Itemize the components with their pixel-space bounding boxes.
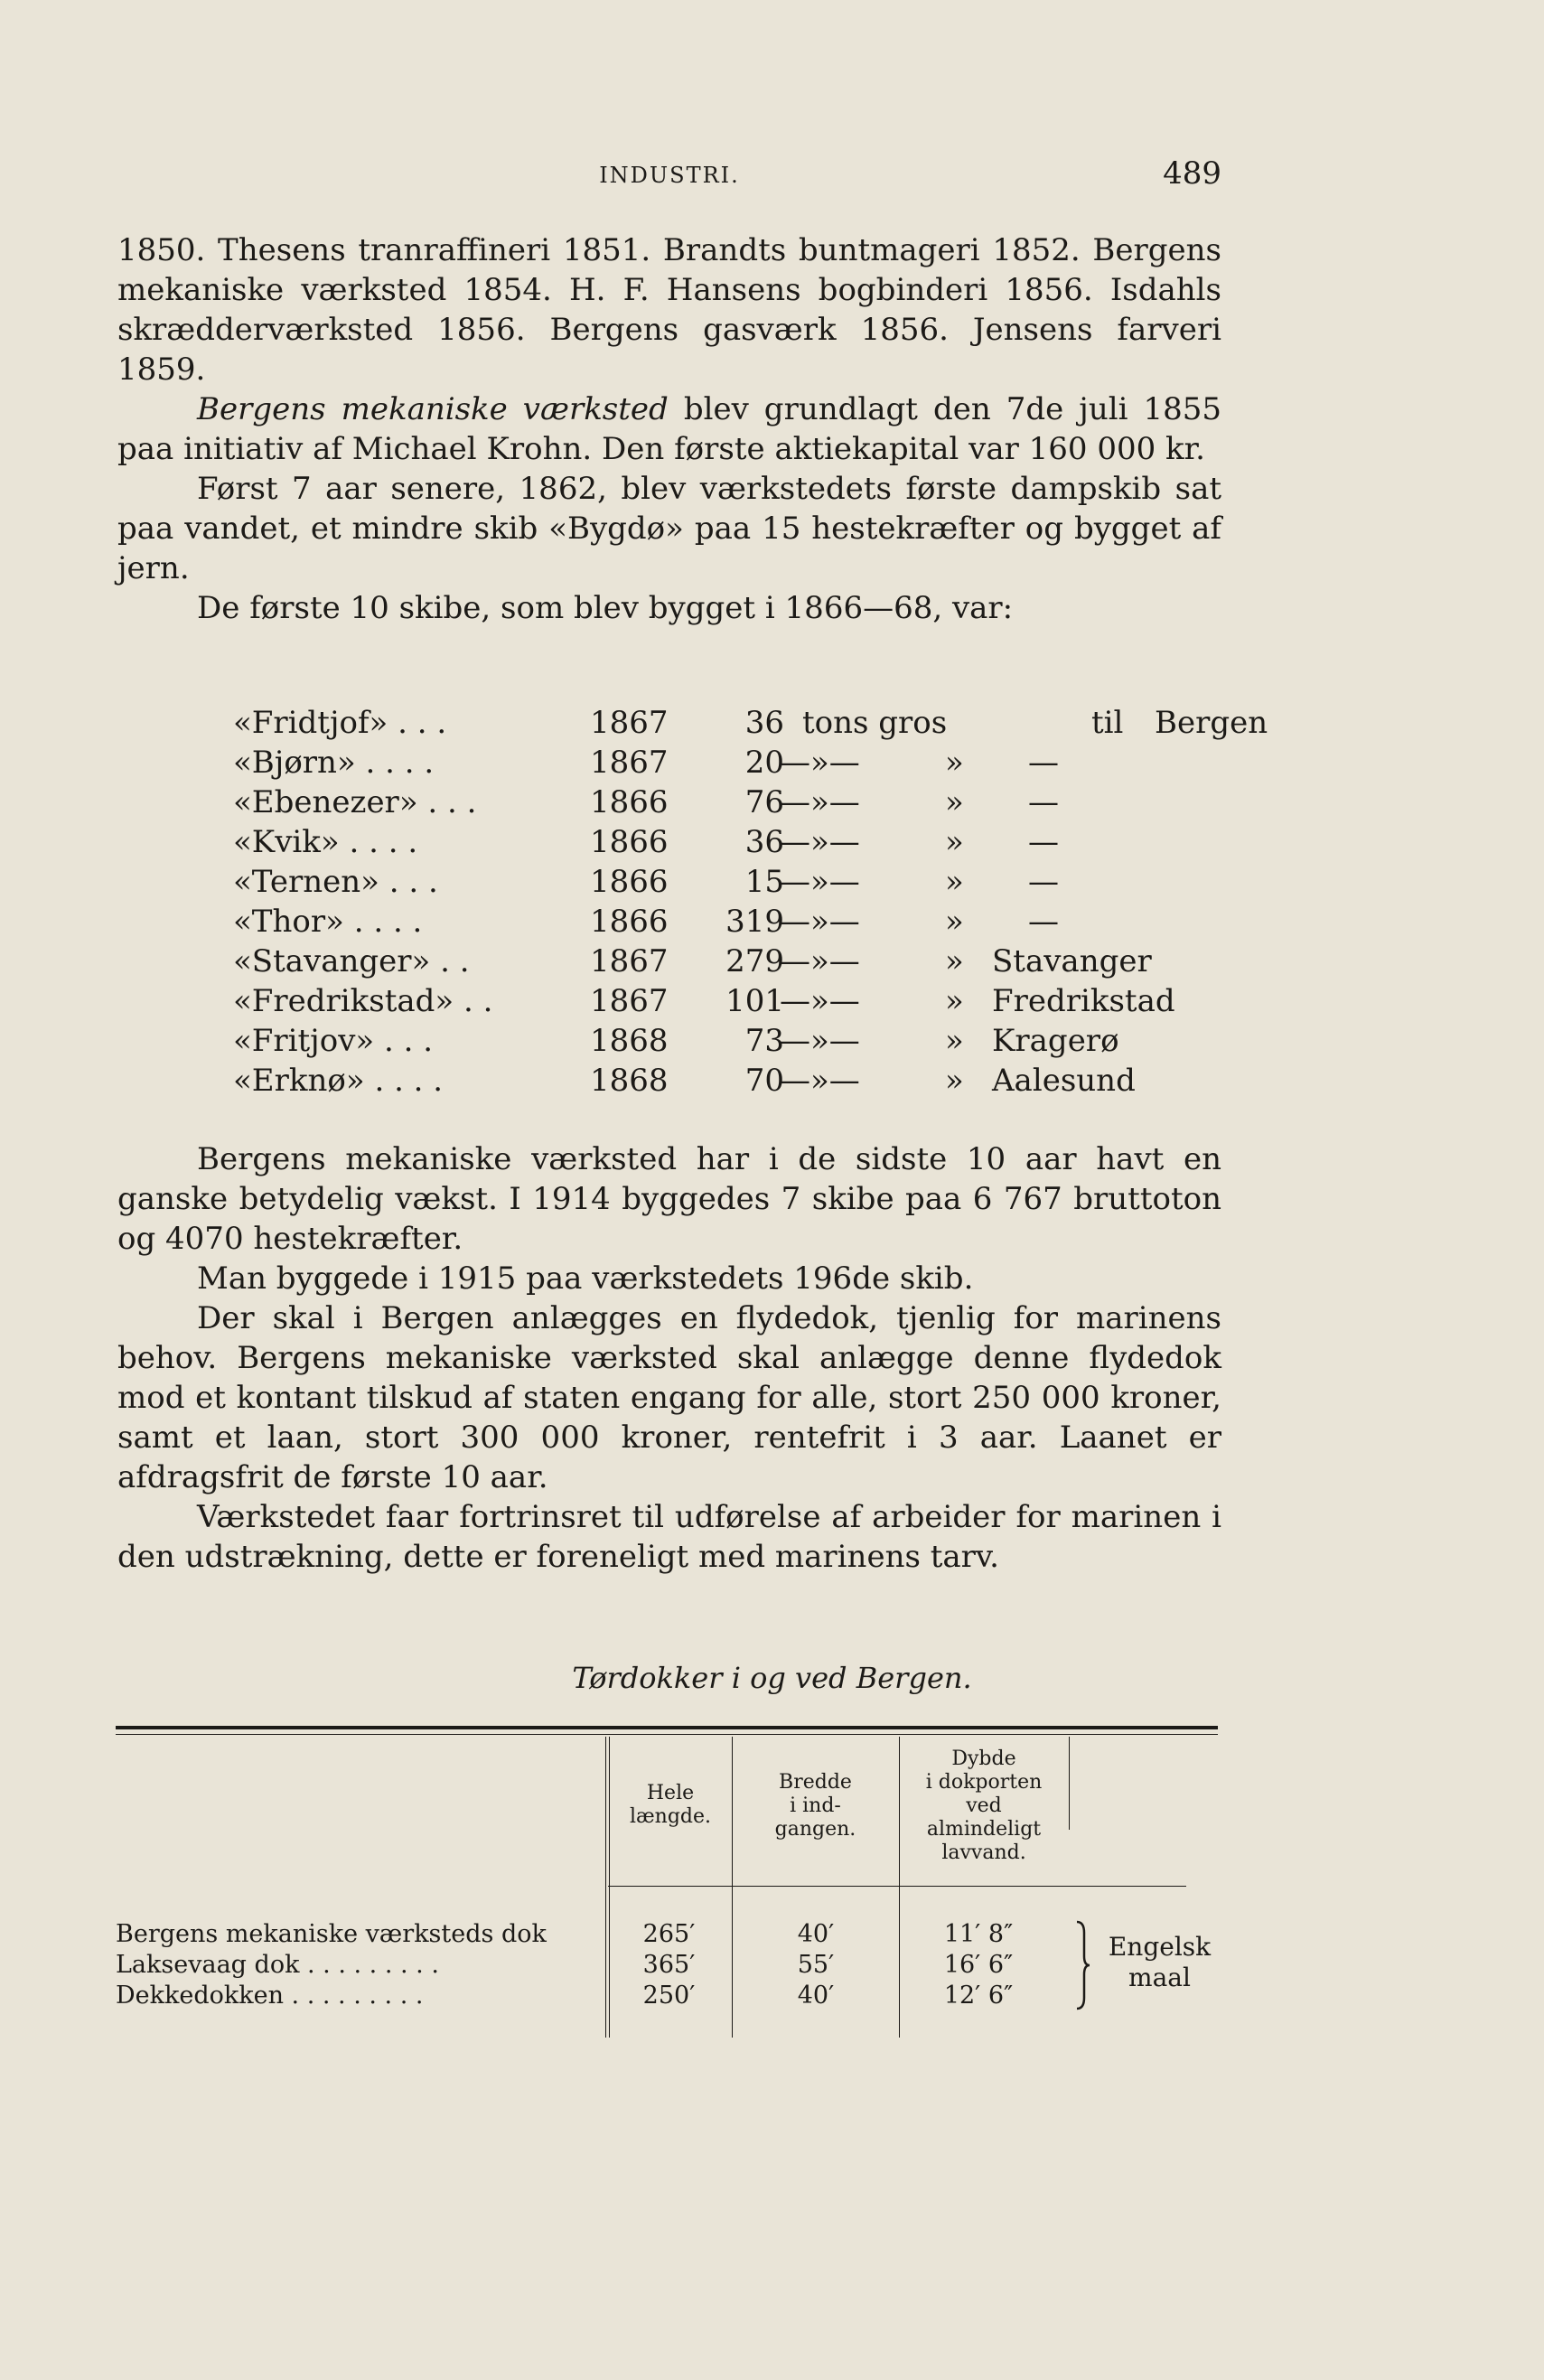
ship-tons: 36: [744, 705, 784, 741]
table-row: [116, 1981, 1218, 2011]
ship-year: 1866: [590, 864, 669, 900]
ship-year: 1866: [590, 784, 669, 820]
ship-tons: 15: [744, 864, 784, 900]
table-rule-thin: [116, 1734, 1218, 1735]
ship-year: 1867: [590, 705, 669, 741]
ship-year: 1867: [590, 943, 669, 979]
ship-destination: Aalesund: [992, 1063, 1136, 1099]
paragraph-1: 1850. Thesens tranraffineri 1851. Brandts buntmageri 1852. Bergens mekaniske værksted 1854. H. F. Hansens bogbinderi 1856. Isdahls skrædderværksted 1856. Bergens gasværk 1856. Jensens farveri 1859.: [117, 232, 1221, 388]
col-header-depth-line: i dokporten: [925, 1771, 1043, 1794]
col-header-length-line: Hele: [646, 1782, 695, 1804]
dock-depth: 11′ 8″: [943, 1920, 1014, 1948]
ship-unit: —»—: [780, 824, 860, 860]
paragraph-2: [117, 389, 1221, 469]
ship-unit: —»—: [780, 1023, 860, 1059]
ship-destination: —: [1028, 784, 1059, 820]
paragraph-2-italic: Bergens mekaniske værksted: [197, 391, 669, 427]
ship-unit: tons gros: [802, 705, 948, 741]
ship-tons: 20: [744, 745, 784, 781]
ship-name: «Erknø» . . . .: [233, 1063, 444, 1099]
paragraph-7: Der skal i Bergen anlægges en flydedok, tjenlig for marinens behov. Bergens mekaniske værksted skal anlægge denne flydedok mod et kontant tilskud af staten engang for alle, stort 250 000 kroner, samt et laan, stort 300 000 kroner, rentefrit i 3 aar. Laanet er afdragsfrit de første 10 aar.: [117, 1300, 1221, 1495]
unit-note: [1099, 1932, 1221, 1993]
ship-til: »: [945, 983, 964, 1019]
body-text-continued: [117, 1139, 1221, 1577]
table-row: [116, 1950, 1218, 1981]
ship-til: »: [945, 943, 964, 979]
running-head: [117, 155, 1221, 201]
ship-unit: —»—: [780, 784, 860, 820]
ship-destination: —: [1028, 864, 1059, 900]
ship-tons: 76: [744, 784, 784, 820]
dock-name: Bergens mekaniske værksteds dok: [116, 1920, 547, 1948]
unit-note-line: Engelsk: [1108, 1932, 1212, 1962]
header-rule: [608, 1886, 1186, 1887]
dock-length: 250′: [642, 1982, 696, 2010]
ship-year: 1866: [590, 824, 669, 860]
ship-year: 1867: [590, 745, 669, 781]
ship-name: «Stavanger» . .: [233, 943, 470, 979]
paragraph-2-rest: blev grundlagt den 7de juli 1855 paa initiativ af Michael Krohn. Den første aktiekapital var 160 000 kr.: [117, 391, 1221, 467]
ship-name: «Fritjov» . . .: [233, 1023, 434, 1059]
ship-destination: Fredrikstad: [992, 983, 1175, 1019]
ship-year: 1868: [590, 1023, 669, 1059]
dock-table-title: Tørdokker i og ved Bergen.: [572, 1661, 972, 1695]
col-header-depth-line: almindeligt: [926, 1818, 1042, 1841]
ship-name: «Kvik» . . . .: [233, 824, 418, 860]
ship-til: »: [945, 1023, 964, 1059]
col-header-length-line: længde.: [629, 1805, 712, 1828]
dock-depth: 16′ 6″: [943, 1951, 1014, 1979]
ship-name: «Ebenezer» . . .: [233, 784, 477, 820]
curly-brace-icon: [1073, 1920, 1091, 2010]
dock-width: 55′: [797, 1951, 835, 1979]
unit-note-line: maal: [1128, 1963, 1191, 1992]
ship-year: 1867: [590, 983, 669, 1019]
col-header-width-line: i ind-: [790, 1794, 841, 1817]
ship-til: »: [945, 824, 964, 860]
table-row: [116, 1919, 1218, 1950]
paragraph-8: Værkstedet faar fortrinsret til udførelse af arbeider for marinen i den udstrækning, dette er foreneligt med marinens tarv.: [117, 1499, 1221, 1575]
ship-til: »: [945, 1063, 964, 1099]
page-number: 489: [1163, 155, 1221, 192]
ship-unit: —»—: [780, 1063, 860, 1099]
dock-depth: 12′ 6″: [943, 1982, 1014, 2010]
chapter-title: INDUSTRI.: [599, 163, 740, 188]
paragraph-3: Først 7 aar senere, 1862, blev værkstedets første dampskib sat paa vandet, et mindre skib «Bygdø» paa 15 hestekræfter og bygget af jern.: [117, 471, 1221, 586]
col-header-depth-line: lavvand.: [941, 1841, 1026, 1864]
ship-unit: —»—: [780, 983, 860, 1019]
dock-length: 365′: [642, 1951, 696, 1979]
ship-unit: —»—: [780, 943, 860, 979]
ship-name: «Ternen» . . .: [233, 864, 438, 900]
col-header-width-line: Bredde: [779, 1771, 852, 1794]
ship-til: »: [945, 745, 964, 781]
ship-til: til: [1091, 705, 1124, 741]
ship-tons: 70: [744, 1063, 784, 1099]
ship-til: »: [945, 904, 964, 940]
dock-width: 40′: [797, 1982, 835, 2010]
dock-name: Dekkedokken . . . . . . . . .: [116, 1982, 424, 2010]
ship-destination: Bergen: [1155, 705, 1268, 741]
col-header-depth: [899, 1748, 1069, 1865]
ship-tons: 101: [725, 983, 784, 1019]
col-header-depth-line: Dybde: [951, 1748, 1016, 1770]
col-header-depth-line: ved: [966, 1794, 1002, 1817]
ship-name: «Bjørn» . . . .: [233, 745, 435, 781]
col-header-width-line: gangen.: [774, 1818, 856, 1841]
ship-name: «Fredrikstad» . .: [233, 983, 493, 1019]
paragraph-6: Man byggede i 1915 paa værkstedets 196de skib.: [197, 1260, 974, 1297]
ship-til: »: [945, 864, 964, 900]
table-rule-top: [116, 1726, 1218, 1729]
paragraph-4: De første 10 skibe, som blev bygget i 1866—68, var:: [197, 590, 1014, 626]
dock-table: [116, 1726, 1218, 2038]
ship-destination: Kragerø: [992, 1023, 1119, 1059]
body-text: [117, 230, 1221, 628]
dock-length: 265′: [642, 1920, 696, 1948]
col-header-width: [732, 1771, 899, 1841]
ship-tons: 36: [744, 824, 784, 860]
dock-name: Laksevaag dok . . . . . . . . .: [116, 1951, 439, 1979]
col-header-length: [609, 1782, 732, 1829]
ship-destination: Stavanger: [992, 943, 1152, 979]
ship-til: »: [945, 784, 964, 820]
column-divider: [1069, 1737, 1070, 1830]
ship-unit: —»—: [780, 904, 860, 940]
paragraph-5: Bergens mekaniske værksted har i de sidste 10 aar havt en ganske betydelig vækst. I 1914 byggedes 7 skibe paa 6 767 bruttoton og 4070 hestekræfter.: [117, 1141, 1221, 1257]
ship-destination: —: [1028, 745, 1059, 781]
ship-tons: 279: [725, 943, 784, 979]
ship-destination: —: [1028, 904, 1059, 940]
ship-year: 1868: [590, 1063, 669, 1099]
ship-unit: —»—: [780, 864, 860, 900]
ship-tons: 73: [744, 1023, 784, 1059]
ship-name: «Thor» . . . .: [233, 904, 423, 940]
ship-unit: —»—: [780, 745, 860, 781]
ship-destination: —: [1028, 824, 1059, 860]
dock-width: 40′: [797, 1920, 835, 1948]
ship-year: 1866: [590, 904, 669, 940]
ship-tons: 319: [725, 904, 784, 940]
ship-name: «Fridtjof» . . .: [233, 705, 447, 741]
